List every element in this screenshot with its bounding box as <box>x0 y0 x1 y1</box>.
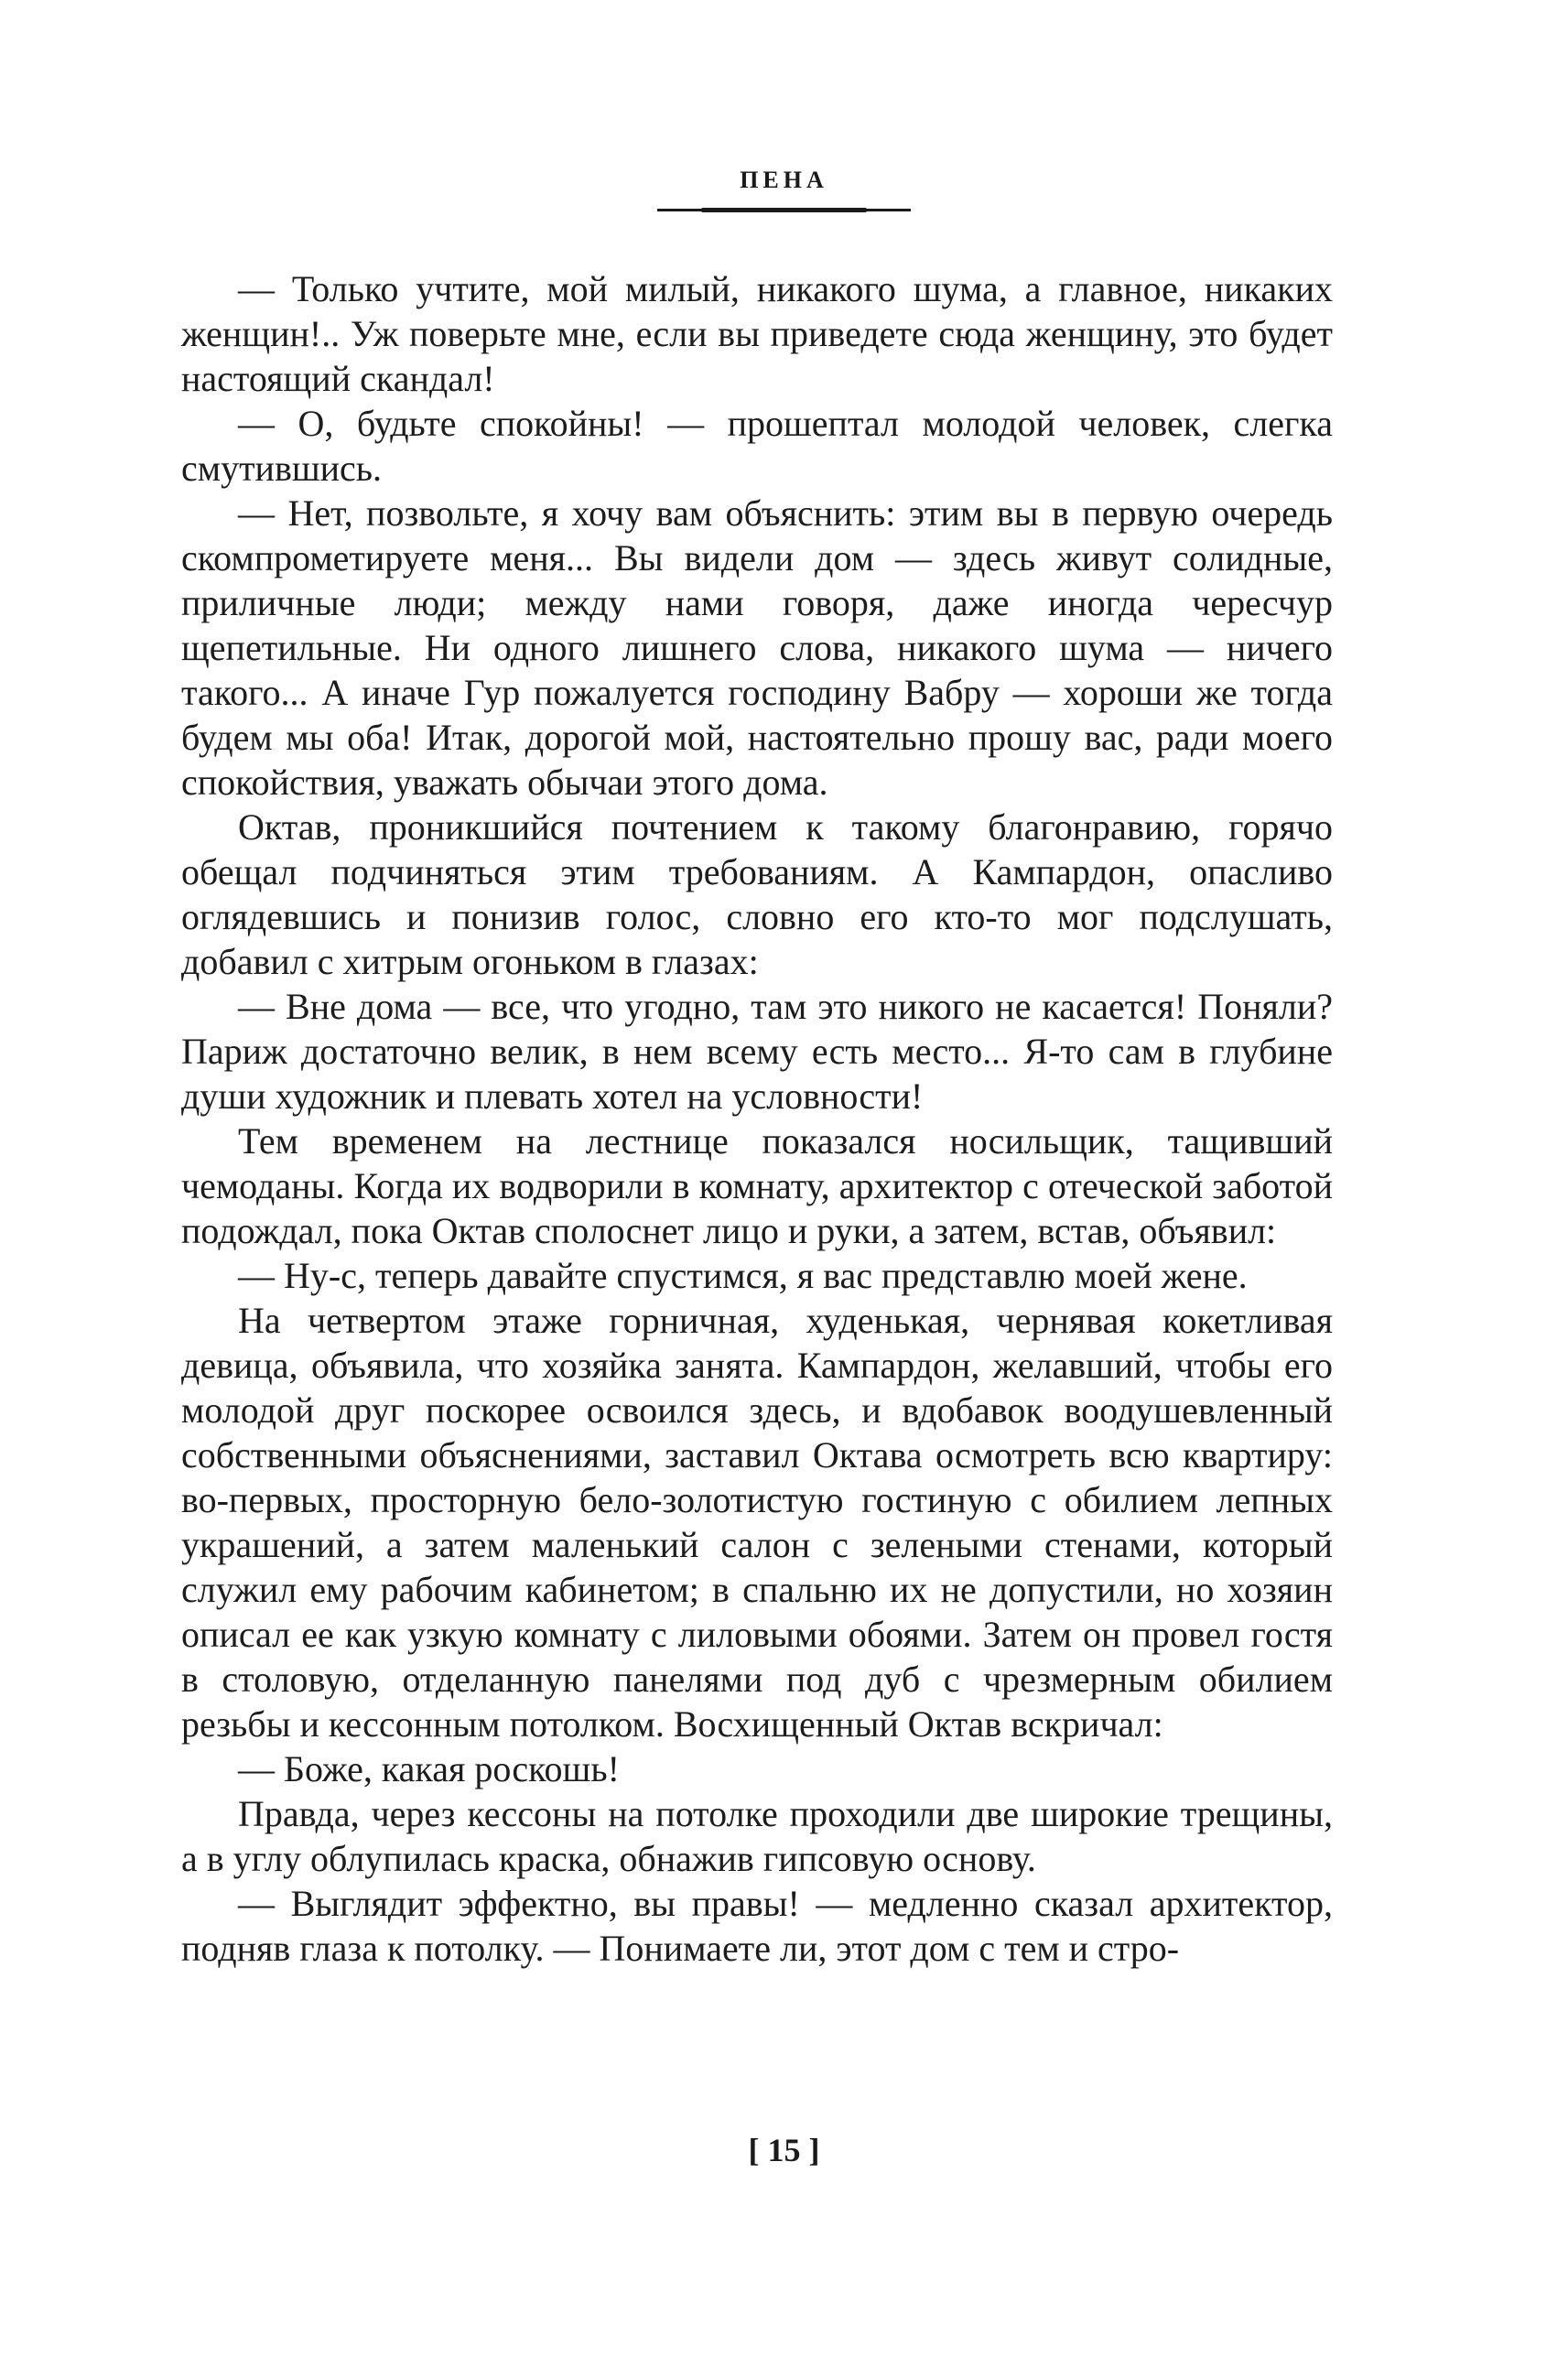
paragraph: Правда, через кессоны на потолке проходили две широкие трещины, а в углу облупилась краска, обнажив гипсовую основу. <box>181 1793 1333 1879</box>
paragraph: — Только учтите, мой милый, никакого шума, а главное, никаких женщин!.. Уж поверьте мне, если вы приведете сюда женщину, это будет настоящий скандал! <box>181 268 1333 399</box>
paragraph: — Нет, позвольте, я хочу вам объяснить: этим вы в первую очередь скомпрометируете меня... Вы видели дом — здесь живут солидные, приличные люди; между нами говоря, даже иногда чересчур щепетильные. Ни одного лишнего слова, никакого шума — ничего такого... А иначе Гур пожалуется господину Вабру — хороши же тогда будем мы оба! Итак, дорогой мой, настоятельно прошу вас, ради моего спокойствия, уважать обычаи этого дома. <box>181 492 1333 803</box>
paragraph: Октав, проникшийся почтением к такому благонравию, горячо обещал подчиняться этим требованиям. А Кампардон, опасливо оглядевшись и понизив голос, словно его кто-то мог подслушать, добавил с хитрым огоньком в глазах: <box>181 806 1333 982</box>
header-rule <box>657 209 911 211</box>
page-number: [ 15 ] <box>748 2132 820 2168</box>
paragraph: — Боже, какая роскошь! <box>238 1748 620 1789</box>
paragraph: На четвертом этаже горничная, худенькая, чернявая кокетливая девица, объявила, что хозяйка занята. Кампардон, желавший, чтобы его молодой друг поскорее освоился здесь, и вдобавок воодушевленный собственными объяснениями, заставил Октава осмотреть всю квартиру: во-первых, просторную бело-золотистую гостиную с обилием лепных украшений, а затем маленький салон с зелеными стенами, который служил ему рабочим кабинетом; в спальню их не допустили, но хозяин описал ее как узкую комнату с лиловыми обоями. Затем он провел гостя в столовую, отделанную панелями под дуб с чрезмерным обилием резьбы и кессонным потолком. Восхищенный Октав вскричал: <box>181 1300 1333 1745</box>
paragraph: — О, будьте спокойны! — прошептал молодой человек, слегка смутившись. <box>181 403 1333 489</box>
body-text <box>181 266 1333 1971</box>
paragraph: — Ну-с, теперь давайте спустимся, я вас представлю моей жене. <box>238 1255 1248 1296</box>
running-title: ПЕНА <box>740 167 828 193</box>
paragraph: Тем временем на лестнице показался носильщик, тащивший чемоданы. Когда их водворили в комнату, архитектор с отеческой заботой подождал, пока Октав сполоснет лицо и руки, а затем, встав, объявил: <box>181 1120 1333 1251</box>
paragraph: — Выглядит эффектно, вы правы! — медленно сказал архитектор, подняв глаза к потолку. — Понимаете ли, этот дом с тем и стро- <box>181 1883 1333 1969</box>
paragraph: — Вне дома — все, что угодно, там это никого не касается! Поняли? Париж достаточно велик, в нем всему есть место... Я-то сам в глубине души художник и плевать хотел на условности! <box>181 986 1333 1117</box>
